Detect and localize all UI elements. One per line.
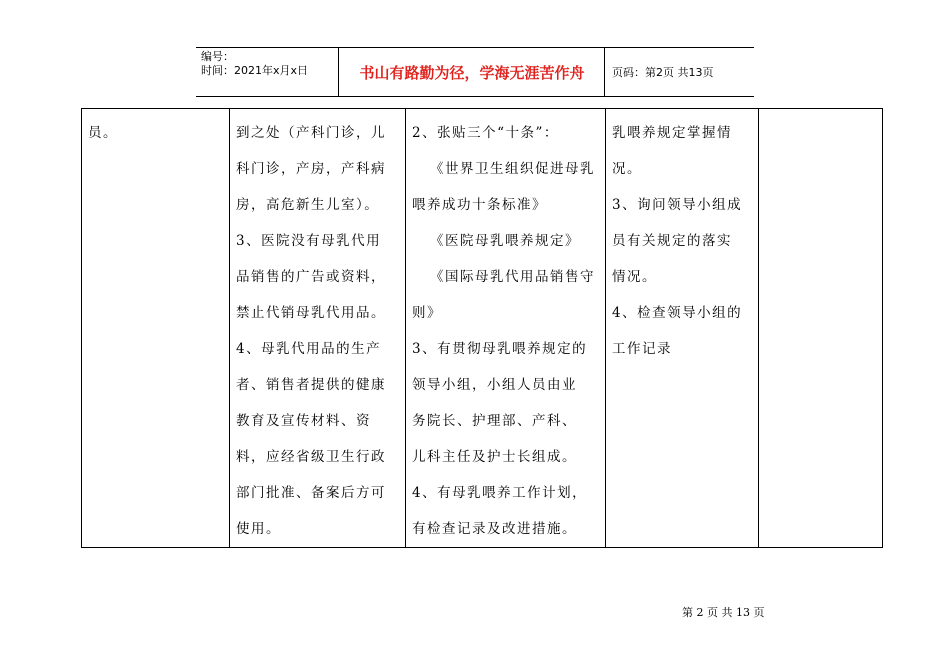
cell-line: 3、有贯彻母乳喂养规定的: [412, 341, 588, 357]
cell-line: 使用。: [236, 521, 281, 537]
table-cell-col2: [230, 109, 406, 548]
page-footer: 第 2 页 共 13 页: [682, 606, 765, 619]
cell-line: 务院长、护理部、产科、: [412, 413, 577, 429]
cell-line: 4、母乳代用品的生产: [236, 341, 382, 357]
cell-line: 喂养成功十条标准》: [412, 197, 547, 213]
table-cell-col1: [82, 109, 230, 548]
cell-line: 部门批准、备案后方可: [236, 485, 386, 501]
header-divider-right: [604, 47, 605, 97]
cell-line: 4、检查领导小组的: [612, 305, 743, 321]
cell-line: 则》: [412, 305, 442, 321]
cell-line: 禁止代销母乳代用品。: [236, 305, 386, 321]
cell-line: 品销售的广告或资料，: [236, 269, 386, 285]
document-time-label: 时间：2021年x月x日: [201, 64, 309, 77]
header-page-info: 页码：第2页 共13页: [612, 66, 714, 79]
cell-line: 《世界卫生组织促进母乳: [430, 161, 595, 177]
cell-line: 员。: [88, 125, 118, 141]
header-meta: [201, 50, 308, 78]
header-motto: 书山有路勤为径，学海无涯苦作舟: [359, 63, 585, 82]
cell-line: 料，应经省级卫生行政: [236, 449, 386, 465]
cell-line: 领导小组，小组人员由业: [412, 377, 577, 393]
cell-line: 到之处（产科门诊，儿: [236, 125, 386, 141]
cell-line: 儿科主任及护士长组成。: [412, 449, 577, 465]
cell-line: 乳喂养规定掌握情: [612, 125, 732, 141]
cell-line: 房，高危新生儿室）。: [236, 197, 380, 213]
cell-line: 科门诊，产房，产科病: [236, 161, 386, 177]
cell-line: 2、张贴三个“十条”：: [412, 125, 559, 141]
table-cell-col5: [759, 109, 883, 548]
cell-line: 《国际母乳代用品销售守: [430, 269, 595, 285]
cell-line: 情况。: [612, 269, 657, 285]
cell-line: 有检查记录及改进措施。: [412, 521, 577, 537]
cell-line: 工作记录: [612, 341, 672, 357]
cell-line: 者、销售者提供的健康: [236, 377, 386, 393]
cell-line: 况。: [612, 161, 642, 177]
content-table: [81, 108, 883, 548]
document-number-label: 编号：: [201, 50, 234, 63]
cell-line: 员有关规定的落实: [612, 233, 732, 249]
cell-line: 4、有母乳喂养工作计划，: [412, 485, 588, 501]
cell-line: 3、医院没有母乳代用: [236, 233, 382, 249]
cell-line: 《医院母乳喂养规定》: [430, 233, 580, 249]
cell-line: 教育及宣传材料、资: [236, 413, 371, 429]
table-cell-col4: [606, 109, 759, 548]
header-divider-left: [338, 47, 339, 97]
table-cell-col3: [406, 109, 606, 548]
page-header: [196, 47, 754, 97]
table-row: [82, 109, 883, 548]
cell-line: 3、询问领导小组成: [612, 197, 743, 213]
